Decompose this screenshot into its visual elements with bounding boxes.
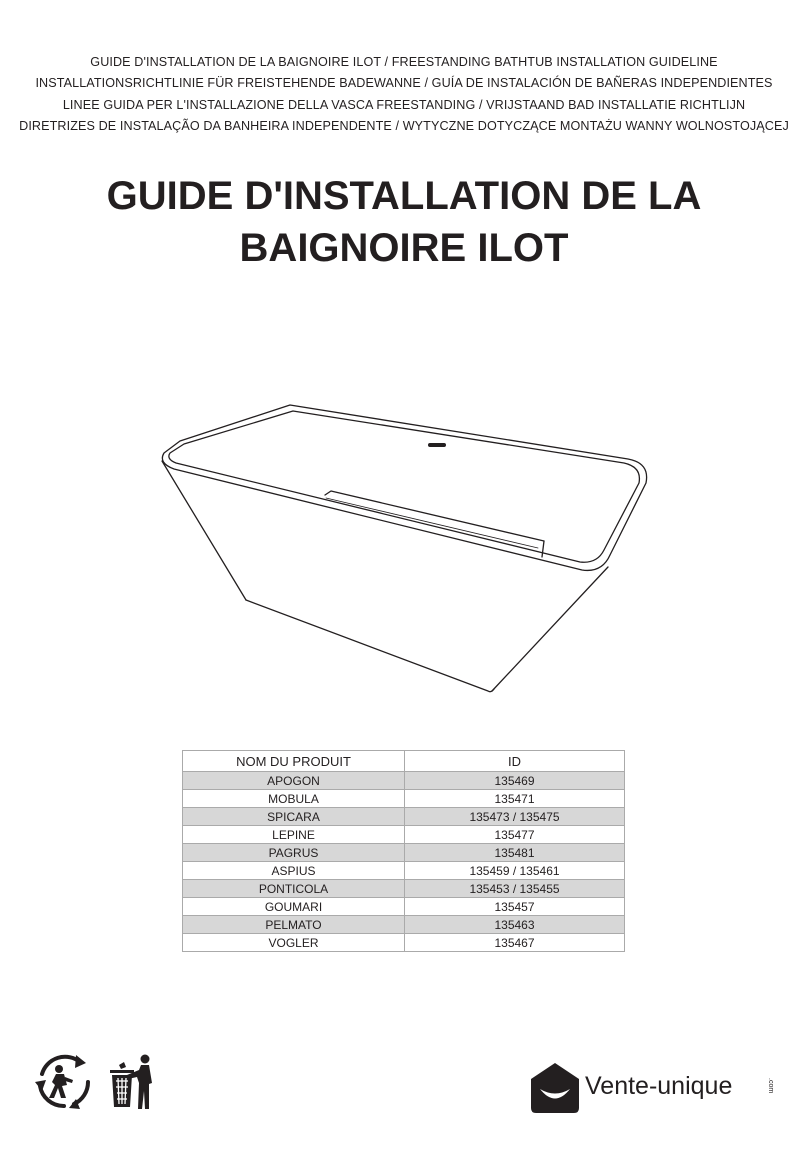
title-line-1: GUIDE D'INSTALLATION DE LA bbox=[106, 174, 702, 218]
table-row bbox=[183, 934, 625, 952]
subtitle-line-1: GUIDE D'INSTALLATION DE LA BAIGNOIRE ILOT / FREESTANDING BATHTUB INSTALLATION GUIDELINE bbox=[90, 55, 718, 69]
subtitle-line-2: INSTALLATIONSRICHTLINIE FÜR FREISTEHENDE BADEWANNE / GUÍA DE INSTALACIÓN DE BAÑERAS INDEPENDIENTES bbox=[35, 76, 773, 91]
table-row bbox=[183, 826, 625, 844]
tub-right-wall bbox=[492, 567, 608, 691]
product-name: GOUMARI bbox=[183, 898, 405, 916]
product-id: 135467 bbox=[405, 934, 625, 952]
product-id: 135453 / 135455 bbox=[405, 880, 625, 898]
subtitle-line-4: DIRETRIZES DE INSTALAÇÃO DA BANHEIRA INDEPENDENTE / WYTYCZNE DOTYCZĄCE MONTAŻU WANNY WOLNOSTOJĄCEJ bbox=[19, 119, 789, 134]
table-row bbox=[183, 880, 625, 898]
table-row bbox=[183, 808, 625, 826]
table-row bbox=[183, 790, 625, 808]
bathtub-illustration bbox=[150, 395, 660, 700]
tub-inner-rim bbox=[169, 411, 640, 562]
header-product-name: NOM DU PRODUIT bbox=[183, 751, 405, 772]
product-table bbox=[182, 750, 625, 952]
product-name: ASPIUS bbox=[183, 862, 405, 880]
title-line-2: BAIGNOIRE ILOT bbox=[239, 226, 569, 270]
tub-backrest-bottom bbox=[326, 498, 538, 548]
multilingual-subtitles bbox=[0, 52, 808, 138]
product-id: 135457 bbox=[405, 898, 625, 916]
product-id: 135477 bbox=[405, 826, 625, 844]
table-row bbox=[183, 916, 625, 934]
product-name: VOGLER bbox=[183, 934, 405, 952]
product-id: 135459 / 135461 bbox=[405, 862, 625, 880]
recycle-triman-icon bbox=[34, 1052, 92, 1110]
table-row bbox=[183, 898, 625, 916]
product-name: SPICARA bbox=[183, 808, 405, 826]
product-id: 135473 / 135475 bbox=[405, 808, 625, 826]
product-name: PONTICOLA bbox=[183, 880, 405, 898]
page-title bbox=[0, 170, 808, 274]
product-name: PAGRUS bbox=[183, 844, 405, 862]
brand-tld: .com bbox=[767, 1078, 774, 1094]
brand-name: Vente-unique bbox=[585, 1072, 733, 1100]
product-id: 135469 bbox=[405, 772, 625, 790]
product-id: 135463 bbox=[405, 916, 625, 934]
table-row bbox=[183, 862, 625, 880]
trash-bin-person-icon bbox=[108, 1053, 156, 1111]
tub-backrest-side bbox=[542, 541, 544, 557]
subtitle-line-3: LINEE GUIDA PER L'INSTALLAZIONE DELLA VASCA FREESTANDING / VRIJSTAAND BAD INSTALLATIE RICHTLIJN bbox=[62, 97, 746, 112]
table-row bbox=[183, 772, 625, 790]
house-logo-icon bbox=[530, 1062, 580, 1114]
table-header-row bbox=[183, 751, 625, 772]
tub-left-wall bbox=[162, 461, 246, 600]
header-id: ID bbox=[405, 751, 625, 772]
overflow-drain bbox=[428, 443, 446, 447]
tub-base bbox=[246, 600, 494, 692]
product-name: LEPINE bbox=[183, 826, 405, 844]
product-id: 135471 bbox=[405, 790, 625, 808]
tub-outer-rim bbox=[162, 405, 646, 570]
product-name: MOBULA bbox=[183, 790, 405, 808]
table-row bbox=[183, 844, 625, 862]
product-name: PELMATO bbox=[183, 916, 405, 934]
product-name: APOGON bbox=[183, 772, 405, 790]
product-id: 135481 bbox=[405, 844, 625, 862]
